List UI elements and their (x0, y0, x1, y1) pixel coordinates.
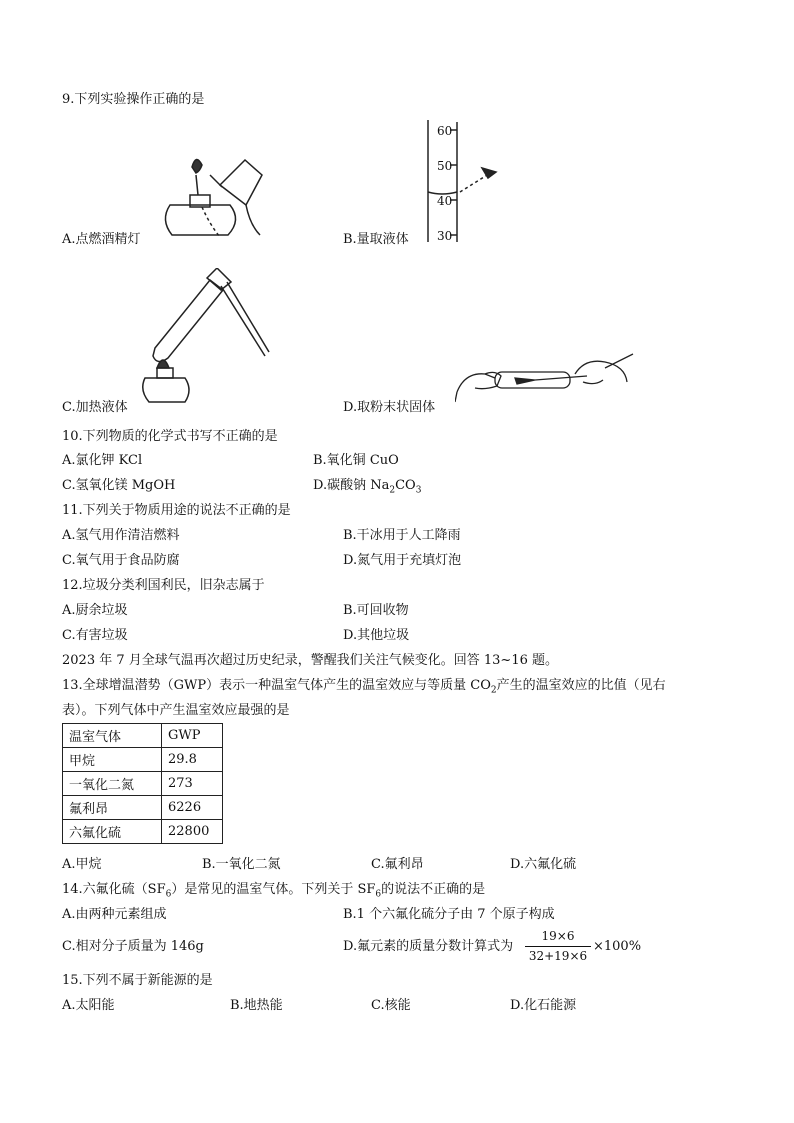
q11-option-d[interactable]: D.氮气用于充填灯泡 (343, 553, 462, 568)
table-cell: 273 (162, 772, 223, 796)
table-cell: 6226 (162, 796, 223, 820)
fluorine-fraction (525, 929, 591, 964)
q15-option-d[interactable]: D.化石能源 (510, 998, 577, 1013)
table-header-row (63, 724, 223, 748)
q10-option-b[interactable]: B.氧化铜 CuO (313, 453, 399, 468)
q12-option-c[interactable]: C.有害垃圾 (62, 628, 128, 643)
table-row (63, 748, 223, 772)
table-header-cell: GWP (162, 724, 223, 748)
q13-option-c[interactable]: C.氟利昂 (371, 857, 424, 872)
q15-option-b[interactable]: B.地热能 (230, 998, 283, 1013)
lighting-alcohol-lamp-figure (150, 145, 270, 245)
q13-option-a[interactable]: A.甲烷 (62, 857, 102, 872)
q13-stem-line2: 表）。下列气体中产生温室效应最强的是 (62, 703, 290, 718)
q13-stem-line1: 13.全球增温潜势（GWP）表示一种温室气体产生的温室效应与等质量 $CO_2$产生的温室效应的比值（见右 (62, 678, 666, 696)
q10-option-a[interactable]: A.氯化钾 KCl (62, 453, 143, 468)
table-header-cell: 温室气体 (63, 724, 162, 748)
fraction-numerator: 19×6 (525, 929, 591, 947)
q13-option-b[interactable]: B.一氧化二氮 (202, 857, 281, 872)
q14-option-d[interactable]: D.氟元素的质量分数计算式为 (343, 939, 514, 954)
q14-option-c[interactable]: C.相对分子质量为 146g (62, 939, 204, 954)
q9-option-b[interactable]: B.量取液体 (343, 232, 409, 247)
q15-option-a[interactable]: A.太阳能 (62, 998, 115, 1013)
q11-option-a[interactable]: A.氢气用作清洁燃料 (62, 528, 180, 543)
q12-option-a[interactable]: A.厨余垃圾 (62, 603, 128, 618)
table-cell: 甲烷 (63, 748, 162, 772)
q12-stem: 12.垃圾分类利国利民，旧杂志属于 (62, 578, 265, 593)
q12-option-b[interactable]: B.可回收物 (343, 603, 409, 618)
q9-option-a[interactable]: A.点燃酒精灯 (62, 232, 141, 247)
table-row (63, 772, 223, 796)
q15-stem: 15.下列不属于新能源的是 (62, 973, 213, 988)
heating-liquid-figure (135, 268, 275, 408)
taking-powder-solid-figure (455, 352, 635, 407)
measuring-cylinder-figure (420, 120, 520, 245)
q11-stem: 11.下列关于物质用途的说法不正确的是 (62, 503, 291, 518)
fraction-denominator: 32+19×6 (528, 949, 588, 963)
q14-option-a[interactable]: A.由两种元素组成 (62, 907, 167, 922)
q9-stem: 9.下列实验操作正确的是 (62, 92, 205, 107)
fraction-tail: ×100% (593, 939, 642, 954)
table-cell: 氟利昂 (63, 796, 162, 820)
cylinder-tick-60: 60 (437, 124, 453, 138)
table-row (63, 796, 223, 820)
table-cell: 22800 (162, 820, 223, 844)
table-cell: 一氧化二氮 (63, 772, 162, 796)
table-row (63, 820, 223, 844)
q10-stem: 10.下列物质的化学式书写不正确的是 (62, 429, 278, 444)
q10-option-c[interactable]: C.氢氧化镁 MgOH (62, 478, 176, 493)
q9-option-c[interactable]: C.加热液体 (62, 400, 128, 415)
table-cell: 六氟化硫 (63, 820, 162, 844)
q14-option-b[interactable]: B.1 个六氟化硫分子由 7 个原子构成 (343, 907, 555, 922)
q13-option-d[interactable]: D.六氟化硫 (510, 857, 577, 872)
q12-option-d[interactable]: D.其他垃圾 (343, 628, 410, 643)
q15-option-c[interactable]: C.核能 (371, 998, 411, 1013)
cylinder-tick-40: 40 (437, 194, 453, 208)
q10-option-d[interactable]: D.碳酸钠 $Na_2CO_3$ (313, 478, 422, 496)
q14-stem: 14.六氟化硫$(SF_6)$是常见的温室气体。下列关于 $SF_6$的说法不正确的是 (62, 882, 486, 900)
cylinder-tick-30: 30 (437, 229, 453, 243)
cylinder-tick-50: 50 (437, 159, 453, 173)
q11-option-b[interactable]: B.干冰用于人工降雨 (343, 528, 461, 543)
section-intro: 2023 年 7 月全球气温再次超过历史纪录，警醒我们关注气候变化。回答 13~16 题。 (62, 653, 558, 668)
gwp-table (62, 723, 223, 844)
q11-option-c[interactable]: C.氧气用于食品防腐 (62, 553, 180, 568)
table-cell: 29.8 (162, 748, 223, 772)
q9-option-d[interactable]: D.取粉末状固体 (343, 400, 436, 415)
